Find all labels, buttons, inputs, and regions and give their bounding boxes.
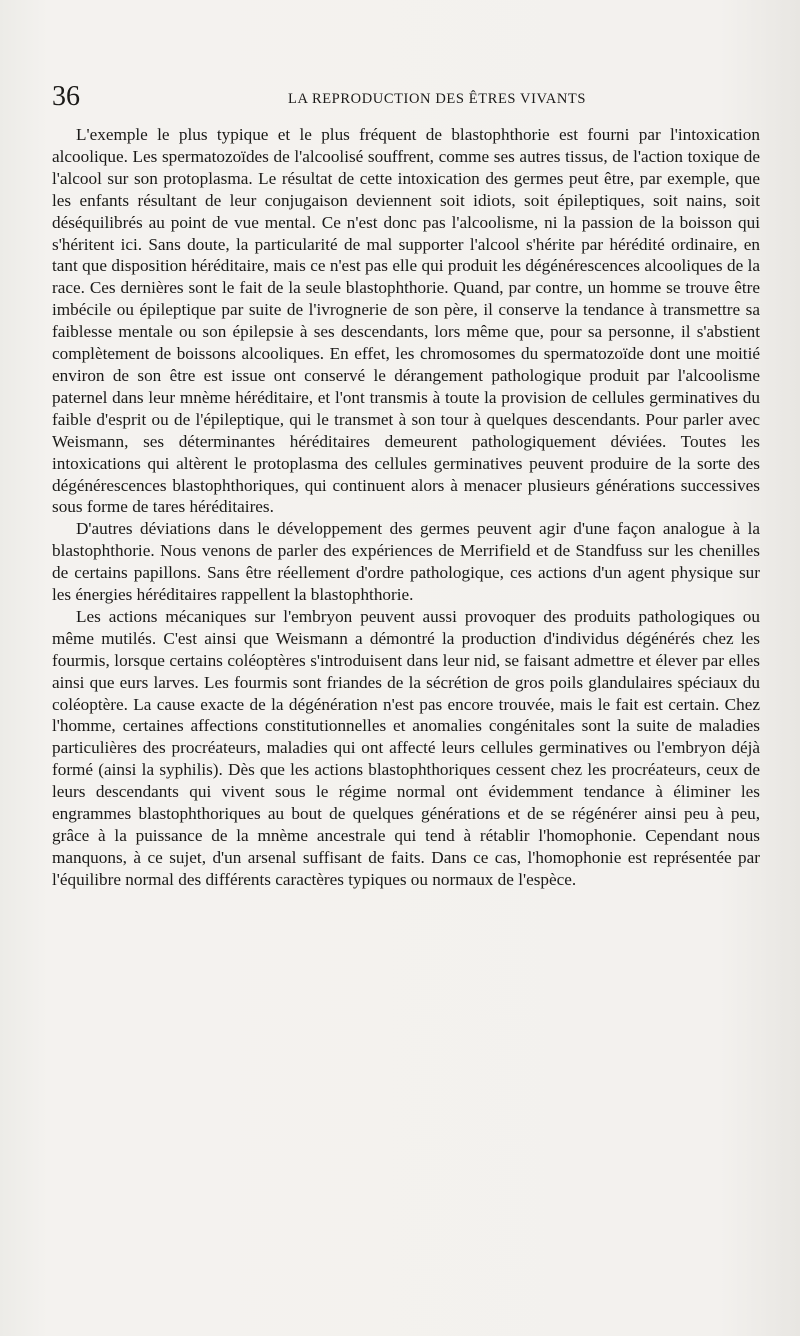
body-text xyxy=(52,124,760,891)
page-header xyxy=(48,80,760,116)
paragraph-2: D'autres déviations dans le développement des germes peuvent agir d'une façon analogue à la blastophthorie. Nous venons de parler des expériences de Merrifield et de Standfuss sur les chenilles de certains papillons. Sans être réellement d'ordre pathologique, ces actions d'un agent physique sur les énergies héréditaires rappellent la blastophthorie. xyxy=(52,519,760,605)
paragraph-1: L'exemple le plus typique et le plus fréquent de blastophthorie est fourni par l'intoxication alcoolique. Les spermatozoïdes de l'alcoolisé souffrent, comme ses autres tissus, de l'action toxique de l'alcool sur son protoplasma. Le résultat de cette intoxication des germes peut être, par exemple, que les enfants résultant de leur conjugaison deviennent soit idiots, soit épileptiques, soit nains, soit déséquilibrés au point de vue mental. Ce n'est donc pas l'alcoolisme, ni la passion de la boisson qui s'héritent ici. Sans doute, la particularité de mal supporter l'alcool s'hérite par hérédité ordinaire, en tant que disposition héréditaire, mais ce n'est pas elle qui produit les dégénérescences alcooliques de la race. Ces dernières sont le fait de la seule blastophthorie. Quand, par contre, un homme se trouve être imbécile ou épileptique par suite de l'ivrognerie de son père, il conserve la tendance à transmettre sa faiblesse mentale ou son épilepsie à ses descendants, lors même que, pour sa personne, il s'abstient complètement de boissons alcooliques. En effet, les chromosomes du spermatozoïde dont une moitié environ de son être est issue ont conservé le dérangement pathologique produit par l'alcoolisme paternel dans leur mnème héréditaire, et l'ont transmis à toute la provision de cellules germinatives du faible d'esprit ou de l'épileptique, qui le transmet à son tour à quelques descendants. Pour parler avec Weismann, ses déterminantes héréditaires demeurent pathologiquement déviées. Toutes les intoxications qui altèrent le protoplasma des cellules germinatives peuvent produire de la sorte des dégénérescences blastophthoriques, qui continuent alors à menacer plusieurs générations successives sous forme de tares héréditaires. xyxy=(52,125,760,517)
running-head: LA REPRODUCTION DES ÊTRES VIVANTS xyxy=(288,91,587,107)
page-number: 36 xyxy=(52,81,80,112)
paragraph-3: Les actions mécaniques sur l'embryon peuvent aussi provoquer des produits pathologiques ou même mutilés. C'est ainsi que Weismann a démontré la production d'individus dégénérés chez les fourmis, lorsque certains coléoptères s'introduisent dans leur nid, se faisant admettre et élever par elles ainsi que eurs larves. Les fourmis sont friandes de la sécrétion de gros poils glandulaires spéciaux du coléoptère. La cause exacte de la dégénération n'est pas encore trouvée, mais le fait est certain. Chez l'homme, certaines affections constitutionnelles et anomalies congénitales sont la suite de maladies particulières des procréateurs, maladies qui ont affecté leurs cellules germinatives ou l'embryon déjà formé (ainsi la syphilis). Dès que les actions blastophthoriques cessent chez les procréateurs, ceux de leurs descendants qui vivent sous le régime normal ont évidemment tendance à éliminer les engrammes blastophthoriques au bout de quelques générations et de se régénérer ainsi peu à peu, grâce à la puissance de la mnème ancestrale qui tend à rétablir l'homophonie. Cependant nous manquons, à ce sujet, d'un arsenal suffisant de faits. Dans ce cas, l'homophonie est représentée par l'équilibre normal des différents caractères typiques ou normaux de l'espèce. xyxy=(52,606,760,889)
